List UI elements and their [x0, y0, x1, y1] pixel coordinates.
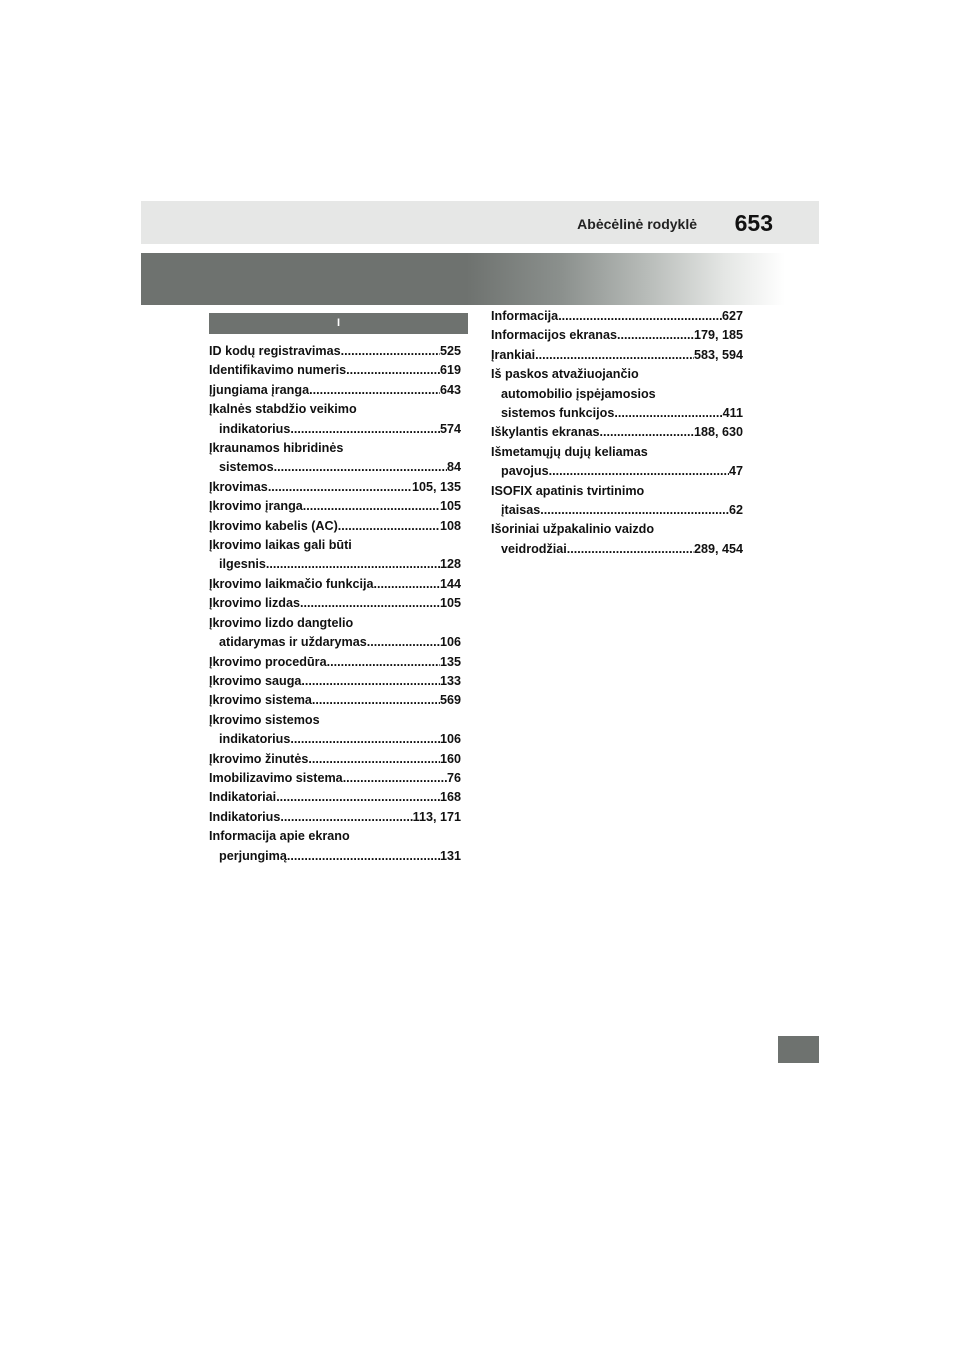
index-entry-term: Įkrovimo sistema [209, 693, 312, 708]
page-number: 653 [734, 210, 773, 236]
index-entry-term: Išmetamųjų dujų keliamas [491, 444, 648, 459]
index-entry-pages: 105, 135 [411, 479, 461, 494]
index-entry [209, 381, 461, 400]
index-entry-pages: 113, 171 [412, 809, 461, 824]
dot-leader [300, 594, 440, 613]
index-entry-term: Įkalnės stabdžio veikimo [209, 402, 357, 417]
index-entry-term: pavojus [501, 464, 549, 479]
index-entry-term: Įkrovimo įranga [209, 499, 303, 514]
index-column-left [209, 342, 461, 866]
index-entry [209, 827, 461, 866]
index-entry-term: Įrankiai [491, 347, 536, 362]
index-column-right [491, 307, 743, 559]
index-entry-term: Identifikavimo numeris [209, 363, 347, 378]
dot-leader [266, 555, 440, 574]
index-entry [491, 423, 743, 442]
index-entry [209, 575, 461, 594]
dot-leader [287, 847, 440, 866]
index-entry-term: Indikatorius [209, 809, 281, 824]
index-entry [209, 750, 461, 769]
index-entry-row [491, 307, 743, 326]
index-entry-term: Įkrovimo kabelis (AC) [209, 518, 338, 533]
dot-leader [312, 691, 440, 710]
dot-leader [343, 769, 447, 788]
index-entry-row [209, 653, 461, 672]
index-entry [491, 346, 743, 365]
index-entry [209, 614, 461, 653]
index-entry-pages: 62 [728, 503, 743, 518]
index-entry [209, 497, 461, 516]
index-entry-term: Įkrovimo žinutės [209, 751, 309, 766]
dot-leader [346, 361, 440, 380]
index-entry-pages: 131 [439, 848, 461, 863]
index-entry-pages: 105 [439, 499, 461, 514]
index-entry-term: Įjungiama įranga [209, 382, 310, 397]
index-entry-row [491, 462, 743, 481]
index-entry-term: Įkrovimo sistemos [209, 712, 320, 727]
dot-leader [303, 497, 440, 516]
index-entry [209, 439, 461, 478]
thumb-index-tab [778, 1036, 819, 1063]
dot-leader [617, 326, 694, 345]
index-entry-pages: 289, 454 [693, 541, 743, 556]
dot-leader [309, 381, 440, 400]
index-entry-row [209, 769, 461, 788]
dot-leader [280, 808, 412, 827]
index-entry-term: perjungimą [219, 848, 287, 863]
index-entry-term: Įkrovimo lizdas [209, 596, 300, 611]
index-entry [209, 672, 461, 691]
dot-leader [327, 653, 440, 672]
dot-leader [535, 346, 694, 365]
index-entry [209, 400, 461, 439]
index-entry-term: Iš paskos atvažiuojančio [491, 367, 639, 382]
index-entry-row [209, 361, 461, 380]
index-entry [209, 653, 461, 672]
dot-leader [367, 633, 440, 652]
index-entry-term: Išoriniai užpakalinio vaizdo [491, 522, 655, 537]
index-entry [209, 478, 461, 497]
index-entry-pages: 525 [439, 344, 461, 358]
dot-leader [290, 730, 440, 749]
index-entry-term: Indikatoriai [209, 790, 277, 805]
dot-leader [540, 501, 729, 520]
index-entry-term: Įkrovimo laikmačio funkcija [209, 576, 374, 591]
index-entry-term: įtaisas [501, 503, 541, 518]
dot-leader [558, 307, 722, 326]
index-entry-term: sistemos funkcijos [501, 406, 615, 421]
index-entry-pages: 583, 594 [693, 347, 743, 362]
index-entry-term: Įkrovimas [209, 479, 268, 494]
index-entry-term: indikatorius [219, 421, 291, 436]
index-entry-pages: 411 [722, 406, 743, 421]
index-entry-term: Įkrovimo lizdo dangtelio [209, 615, 354, 630]
index-entry-row [209, 750, 461, 769]
index-entry-row [209, 847, 461, 866]
index-entry-pages: 627 [721, 309, 743, 323]
index-entry-pages: 47 [728, 464, 743, 479]
index-entry-row [209, 555, 461, 574]
index-entry-term: Įkrovimo sauga [209, 673, 302, 688]
index-entry-term: Informacija [491, 309, 559, 323]
page-header [141, 201, 819, 244]
dot-leader [276, 788, 440, 807]
index-entry-row [491, 540, 743, 559]
index-entry-pages: 569 [439, 693, 461, 708]
index-entry [491, 326, 743, 345]
dot-leader [268, 478, 412, 497]
index-entry-row [209, 575, 461, 594]
index-entry-pages: 105 [439, 596, 461, 611]
index-entry [209, 788, 461, 807]
index-entry [209, 691, 461, 710]
index-entry-pages: 76 [446, 770, 461, 785]
dot-leader [341, 342, 440, 361]
index-entry [209, 536, 461, 575]
index-entry-row [209, 691, 461, 710]
index-entry-row [209, 633, 461, 652]
index-entry-pages: 643 [439, 382, 461, 397]
index-entry-term: Iškylantis ekranas [491, 425, 600, 440]
index-entry-row [209, 420, 461, 439]
dot-leader [290, 420, 440, 439]
index-entry-pages: 574 [439, 421, 461, 436]
index-entry-pages: 108 [439, 518, 461, 533]
index-entry [491, 365, 743, 423]
dot-leader [600, 423, 694, 442]
index-entry-row [491, 423, 743, 442]
index-entry-row [209, 517, 461, 536]
index-entry-pages: 168 [439, 790, 461, 805]
index-entry-pages: 179, 185 [693, 328, 743, 343]
index-entry-pages: 128 [439, 557, 461, 572]
index-entry-row [209, 788, 461, 807]
index-entry-pages: 160 [439, 751, 461, 766]
index-entry-pages: 106 [439, 635, 461, 650]
index-entry-term: automobilio įspėjamosios [501, 386, 656, 401]
index-entry-pages: 135 [439, 654, 461, 669]
index-entry [209, 808, 461, 827]
index-entry-pages: 188, 630 [693, 425, 743, 440]
index-entry-pages: 106 [439, 732, 461, 747]
index-entry-row [209, 594, 461, 613]
index-entry-row [209, 478, 461, 497]
index-entry-term: atidarymas ir uždarymas [219, 635, 367, 650]
index-entry [209, 342, 461, 361]
index-entry [491, 307, 743, 326]
index-entry [491, 482, 743, 521]
index-entry-term: Imobilizavimo sistema [209, 770, 343, 785]
index-entry [209, 361, 461, 380]
index-entry-term: veidrodžiai [501, 541, 567, 556]
index-entry-term: ilgesnis [219, 557, 266, 572]
index-entry-row [209, 381, 461, 400]
index-entry-pages: 619 [439, 363, 461, 378]
index-entry-term: indikatorius [219, 732, 291, 747]
index-entry-term: ISOFIX apatinis tvirtinimo [491, 483, 645, 498]
index-entry-row [209, 497, 461, 516]
index-entry-term: Įkraunamos hibridinės [209, 441, 344, 456]
dot-leader [301, 672, 440, 691]
index-entry-term: sistemos [219, 460, 274, 475]
index-entry-row [209, 672, 461, 691]
index-entry-term: Informacijos ekranas [491, 328, 617, 343]
index-entry-row [209, 808, 461, 827]
index-entry-row [491, 404, 743, 423]
index-entry-pages: 84 [446, 460, 461, 475]
index-entry-row [209, 730, 461, 749]
index-entry-row [209, 342, 461, 361]
dot-leader [338, 517, 440, 536]
index-entry-pages: 144 [439, 576, 461, 591]
index-entry [491, 443, 743, 482]
index-entry-row [491, 346, 743, 365]
index-entry [209, 711, 461, 750]
decorative-gradient-band [141, 253, 819, 305]
dot-leader [274, 458, 447, 477]
dot-leader [549, 462, 729, 481]
index-entry-pages: 133 [439, 673, 461, 688]
dot-leader [373, 575, 440, 594]
dot-leader [567, 540, 694, 559]
index-entry [209, 769, 461, 788]
index-entry [209, 594, 461, 613]
index-entry-term: ID kodų registravimas [209, 344, 341, 358]
index-entry-row [209, 458, 461, 477]
dot-leader [614, 404, 722, 423]
dot-leader [308, 750, 440, 769]
index-letter-heading: I [209, 313, 468, 334]
index-entry [209, 517, 461, 536]
index-entry [491, 520, 743, 559]
index-entry-row [491, 501, 743, 520]
index-entry-term: Informacija apie ekrano [209, 829, 350, 844]
section-title: Abėcėlinė rodyklė [577, 216, 697, 232]
index-entry-term: Įkrovimo laikas gali būti [209, 538, 352, 553]
index-entry-row [491, 326, 743, 345]
index-entry-term: Įkrovimo procedūra [209, 654, 327, 669]
